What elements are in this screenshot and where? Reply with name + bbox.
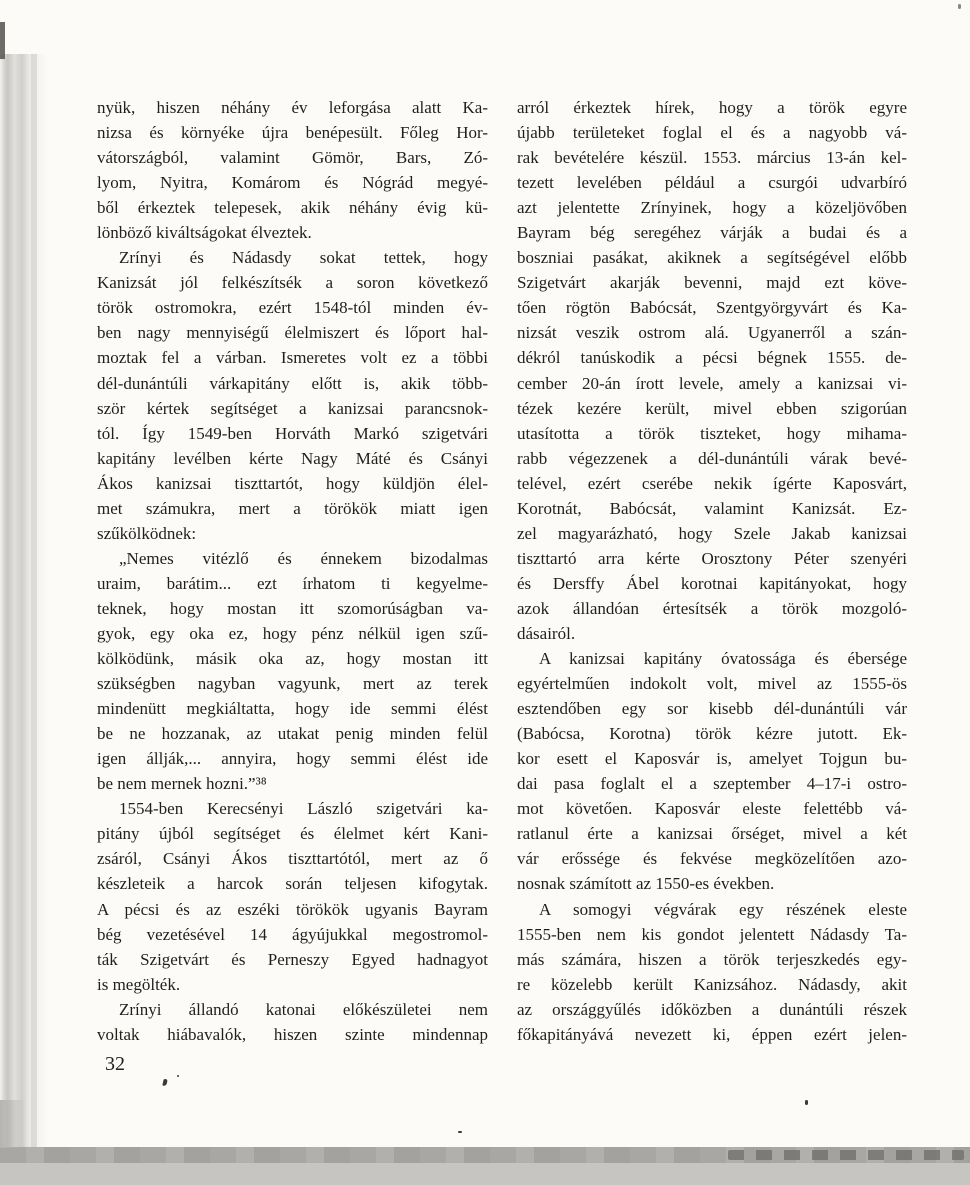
- text-line: nizsa és környéke újra benépesült. Főleg Hor-: [97, 123, 488, 143]
- text-line: rabb végezzenek a dél-dunántúli várak bevé-: [517, 448, 907, 468]
- scan-speck: [958, 4, 961, 9]
- text-line: tézek kezére került, mivel ebben szigorúan: [517, 398, 907, 418]
- scan-speck: [177, 1075, 179, 1077]
- text-line: pitány újból segítséget és élelmet kért Kani-: [97, 824, 488, 844]
- text-line: nyük, hiszen néhány év leforgása alatt Ka-: [97, 98, 488, 117]
- text-line: főkapitányává nevezett ki, éppen ezért jelen-: [517, 1024, 907, 1044]
- text-line: ták Szigetvárt és Perneszy Egyed hadnagyot: [97, 949, 488, 969]
- text-line: A kanizsai kapitány óvatossága és ébersége: [539, 649, 907, 669]
- text-line: is megölték.: [97, 974, 181, 994]
- text-line: újabb területeket foglal el és a nagyobb vá-: [517, 123, 907, 143]
- text-line: utasította a török tiszteket, hogy mihama-: [517, 423, 907, 443]
- text-line: moztak fel a várban. Ismeretes volt ez a többi: [97, 348, 488, 368]
- text-column-right: [517, 95, 907, 1047]
- text-line: 1555-ben nem kis gondot jelentett Nádasdy Ta-: [517, 924, 907, 944]
- text-line: Bayram bég seregéhez várják a budai és a: [517, 223, 907, 243]
- text-line: (Babócsa, Korotna) török kézre jutott. Ek-: [517, 724, 907, 744]
- scan-background: [0, 1163, 970, 1185]
- text-line: mindenütt megkiáltatta, hogy ide semmi élést: [97, 699, 488, 719]
- text-line: Ákos kanizsai tiszttartót, hogy küldjön élel-: [97, 473, 488, 493]
- text-line: dél-dunántúli várkapitány előtt is, akik több-: [97, 373, 488, 393]
- text-line: és Dersffy Ábel korotnai kapitányokat, hogy: [517, 573, 907, 593]
- text-line: készleteik a harcok során teljesen kifogytak.: [97, 874, 488, 894]
- text-line: kapitány levélben kérte Nagy Máté és Csányi: [97, 448, 488, 468]
- text-line: re közelebb került Kanizsához. Nádasdy, akit: [517, 974, 907, 994]
- text-line: nizsát veszik ostrom alá. Ugyanerről a szán-: [517, 323, 907, 343]
- scan-edge-mark: [0, 22, 5, 59]
- text-line: kölködünk, másik oka az, hogy mostan itt: [97, 649, 488, 669]
- text-line: nosnak számított az 1550-es években.: [517, 874, 775, 894]
- text-line: zel magyarázható, hogy Szele Jakab kanizsai: [517, 523, 907, 543]
- text-line: rak bevételére készül. 1553. március 13-án kel-: [517, 148, 907, 168]
- text-line: ször kértek segítséget a kanizsai parancsnok-: [97, 398, 488, 418]
- text-line: lyom, Nyitra, Komárom és Nógrád megyé-: [97, 173, 488, 193]
- text-line: uraim, barátim... ezt írhatom ti kegyelme-: [97, 573, 488, 593]
- text-line: tiszttartó arra kérte Orosztony Péter szenyéri: [517, 548, 907, 568]
- text-line: esztendőben egy sor kisebb dél-dunántúli vár: [517, 699, 907, 719]
- text-line: A pécsi és az eszéki törökök ugyanis Bayram: [97, 899, 488, 919]
- binding-fold-shading: [0, 54, 48, 1147]
- text-line: cember 20-án írott levele, amely a kanizsai vi-: [517, 373, 907, 393]
- text-line: mot követően. Kaposvár eleste felettébb vá-: [517, 799, 907, 819]
- text-line: kor esett el Kaposvár is, amelyet Tojgun bu-: [517, 749, 907, 769]
- text-line: Zrínyi és Nádasdy sokat tettek, hogy: [119, 248, 488, 268]
- page-stack-corner-shadow: [0, 1100, 26, 1148]
- text-line: Kanizsát jól felkészítsék a soron következő: [97, 273, 488, 293]
- text-line: egyértelműen indokolt volt, mivel az 1555-ös: [517, 674, 907, 694]
- text-line: be ne hozzanak, az utakat penig minden felül: [97, 724, 488, 744]
- text-line: dásairól.: [517, 623, 576, 643]
- text-line: igen állják,... annyira, hogy semmi élést ide: [97, 749, 488, 769]
- text-line: 1554-ben Kerecsényi László szigetvári ka-: [119, 799, 488, 819]
- text-line: teknek, hogy mostan itt szomorúságban va-: [97, 598, 488, 618]
- text-line: vátországból, valamint Gömör, Bars, Zó-: [97, 148, 488, 168]
- text-line: vár erőssége és fekvése megközelítően azo-: [517, 849, 907, 869]
- text-line: tően rögtön Babócsát, Szentgyörgyvárt és Ka-: [517, 298, 907, 318]
- text-line: az országgyűlés időközben a dunántúli részek: [517, 999, 907, 1019]
- text-line: telével, ezért cserébe nekik ígérte Kaposvárt,: [517, 473, 907, 493]
- text-line: török ostromokra, ezért 1548-tól minden év-: [97, 298, 488, 318]
- text-line: arról érkeztek hírek, hogy a török egyre: [517, 98, 907, 117]
- text-line: bég vezetésével 14 ágyújukkal megostromol-: [97, 924, 488, 944]
- text-column-left: [97, 95, 488, 1047]
- text-line: Korotnát, Babócsát, valamint Kanizsát. Ez-: [517, 498, 907, 518]
- page-number: 32: [105, 1053, 125, 1075]
- text-line: be nem mernek hozni.”³⁸: [97, 774, 267, 794]
- text-line: ből érkeztek telepesek, akik néhány évig kü-: [97, 198, 488, 218]
- binding-fold-line: [31, 54, 37, 1147]
- text-line: azt jelentette Zrínyinek, hogy a közeljövőben: [517, 198, 907, 218]
- text-line: Szigetvárt akarják bevenni, majd ezt köve-: [517, 273, 907, 293]
- scan-speck: [805, 1100, 808, 1105]
- text-line: met számukra, mert a törökök miatt igen: [97, 498, 488, 518]
- text-line: dékról tanúskodik a pécsi bégnek 1555. de-: [517, 348, 907, 368]
- page-stack-edge-marks: [728, 1150, 964, 1160]
- text-line: ratlanul érte a kanizsai őrséget, mivel a két: [517, 824, 907, 844]
- text-line: más számára, hiszen a török terjeszkedés egy-: [517, 949, 907, 969]
- text-line: Zrínyi állandó katonai előkészületei nem: [119, 999, 488, 1019]
- text-line: tól. Így 1549-ben Horváth Markó szigetvári: [97, 423, 488, 443]
- text-line: boszniai pasákat, akiknek a segítségével előbb: [517, 248, 907, 268]
- text-line: lönböző kiváltságokat élveztek.: [97, 223, 312, 243]
- text-line: azok állandóan értesítsék a török mozgoló-: [517, 598, 907, 618]
- text-line: gyok, egy oka ez, hogy pénz nélkül igen szű-: [97, 623, 488, 643]
- text-line: szükségben nagyban vagyunk, mert az terek: [97, 674, 488, 694]
- text-line: tezett levelében például a csurgói udvarbíró: [517, 173, 907, 193]
- text-line: A somogyi végvárak egy részének eleste: [539, 899, 907, 919]
- scan-speck: [458, 1131, 462, 1133]
- text-line: zsáról, Csányi Ákos tiszttartótól, mert az ő: [97, 849, 488, 869]
- text-line: ben nagy mennyiségű élelmiszert és lőport hal-: [97, 323, 488, 343]
- text-line: voltak hiábavalók, hiszen szinte mindennap: [97, 1024, 488, 1044]
- text-line: dai pasa foglalt el a szeptember 4–17-i ostro-: [517, 774, 907, 794]
- text-line: szűkölködnek:: [97, 523, 197, 543]
- text-line: „Nemes vitézlő és énnekem bizodalmas: [119, 548, 488, 568]
